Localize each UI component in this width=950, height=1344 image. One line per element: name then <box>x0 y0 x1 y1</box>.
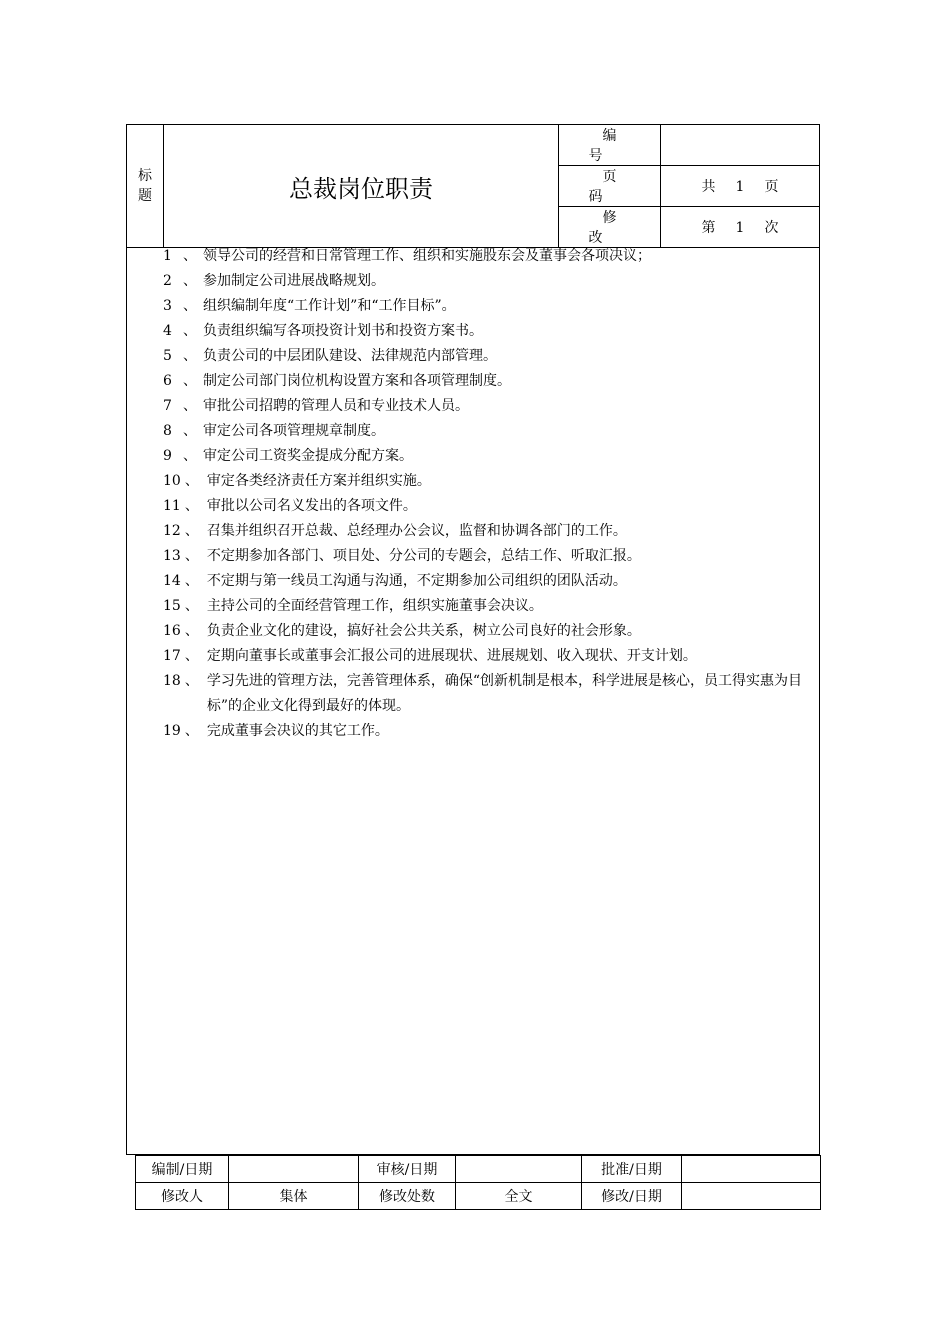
modification-count-label: 修改处数 <box>359 1183 456 1210</box>
duty-number: 3 <box>163 298 172 314</box>
revision-value-prefix: 第 <box>701 220 716 236</box>
duty-text: 组织编制年度“工作计划”和“工作目标”。 <box>203 298 456 314</box>
duty-number: 1 <box>163 248 172 264</box>
duty-text: 参加制定公司进展战略规划。 <box>203 273 385 289</box>
doc-number-value <box>661 125 820 166</box>
duty-item <box>163 394 813 419</box>
duty-text: 定期向董事长或董事会汇报公司的进展现状、进展规划、收入现状、开支计划。 <box>206 648 697 664</box>
footer-row-approval <box>136 1156 821 1183</box>
duty-item <box>163 569 813 594</box>
title-label-line1: 标 <box>138 168 152 184</box>
duty-separator: 、 <box>184 548 199 564</box>
duty-number: 10 <box>163 473 181 489</box>
duty-separator: 、 <box>184 473 199 489</box>
revision-value-number: 1 <box>735 220 745 236</box>
duty-separator: 、 <box>183 423 197 439</box>
duty-item <box>163 469 813 494</box>
modifier-label: 修改人 <box>136 1183 229 1210</box>
duty-number: 11 <box>163 498 181 514</box>
duty-number: 8 <box>163 423 172 439</box>
duty-text: 审定公司各项管理规章制度。 <box>203 423 385 439</box>
duty-text: 制定公司部门岗位机构设置方案和各项管理制度。 <box>203 373 511 389</box>
title-label-cell <box>127 125 164 248</box>
duty-separator: 、 <box>184 598 199 614</box>
page-label: 页码 <box>559 166 661 207</box>
duty-text: 不定期参加各部门、项目处、分公司的专题会，总结工作、听取汇报。 <box>206 548 641 564</box>
duty-text: 负责公司的中层团队建设、法律规范内部管理。 <box>203 348 497 364</box>
page-value-number: 1 <box>735 179 745 195</box>
revision-label: 修改 <box>559 207 661 248</box>
prepared-date-label: 编制/日期 <box>136 1156 229 1183</box>
page-value <box>661 166 820 207</box>
duty-separator: 、 <box>183 323 197 339</box>
duty-number: 16 <box>163 623 181 639</box>
duty-item <box>163 444 813 469</box>
duty-item <box>163 719 813 744</box>
duty-number: 4 <box>163 323 172 339</box>
title-label-line2: 题 <box>138 188 152 204</box>
duty-item <box>163 644 813 669</box>
duty-number: 12 <box>163 523 181 539</box>
duty-item <box>163 344 813 369</box>
duty-text: 审定公司工资奖金提成分配方案。 <box>203 448 413 464</box>
duty-item <box>163 544 813 569</box>
duty-text: 审定各类经济责任方案并组织实施。 <box>206 473 431 489</box>
duty-separator: 、 <box>183 448 197 464</box>
duty-number: 13 <box>163 548 181 564</box>
duty-number: 18 <box>163 673 181 689</box>
approved-date-label: 批准/日期 <box>582 1156 682 1183</box>
duty-separator: 、 <box>183 248 197 264</box>
duty-item <box>163 519 813 544</box>
document-header-table <box>126 124 820 248</box>
duty-text: 领导公司的经营和日常管理工作、组织和实施股东会及董事会各项决议； <box>203 248 651 264</box>
duty-text: 负责企业文化的建设，搞好社会公共关系，树立公司良好的社会形象。 <box>206 623 641 639</box>
duty-separator: 、 <box>184 498 199 514</box>
duty-separator: 、 <box>184 723 199 739</box>
duty-text: 审批公司招聘的管理人员和专业技术人员。 <box>203 398 469 414</box>
duty-separator: 、 <box>184 673 199 689</box>
duty-separator: 、 <box>184 648 199 664</box>
duty-text: 不定期与第一线员工沟通与沟通，不定期参加公司组织的团队活动。 <box>206 573 627 589</box>
duty-item <box>163 419 813 444</box>
duty-number: 7 <box>163 398 172 414</box>
prepared-date-value <box>229 1156 359 1183</box>
duty-separator: 、 <box>183 298 197 314</box>
modification-date-label: 修改/日期 <box>582 1183 682 1210</box>
duty-item <box>163 594 813 619</box>
duty-separator: 、 <box>184 523 199 539</box>
duty-item <box>163 669 813 719</box>
duty-separator: 、 <box>183 348 197 364</box>
revision-value-suffix: 次 <box>764 220 779 236</box>
duty-item <box>163 244 813 269</box>
duty-text: 负责组织编写各项投资计划书和投资方案书。 <box>203 323 483 339</box>
duty-number: 15 <box>163 598 181 614</box>
duty-item <box>163 319 813 344</box>
duty-text: 学习先进的管理方法，完善管理体系，确保“创新机制是根本，科学进展是核心，员工得实惠为目标”的企业文化得到最好的体现。 <box>206 673 802 714</box>
duty-text: 主持公司的全面经营管理工作，组织实施董事会决议。 <box>206 598 543 614</box>
duty-text: 审批以公司名义发出的各项文件。 <box>206 498 417 514</box>
duty-separator: 、 <box>184 623 199 639</box>
duty-separator: 、 <box>184 573 199 589</box>
duty-number: 17 <box>163 648 181 664</box>
approved-date-value <box>682 1156 821 1183</box>
duty-item <box>163 369 813 394</box>
duty-number: 2 <box>163 273 172 289</box>
duty-text: 召集并组织召开总裁、总经理办公会议，监督和协调各部门的工作。 <box>206 523 627 539</box>
duty-number: 19 <box>163 723 181 739</box>
duty-separator: 、 <box>183 273 197 289</box>
modification-count-value: 全文 <box>456 1183 582 1210</box>
approval-footer-table <box>135 1155 821 1210</box>
modifier-value: 集体 <box>229 1183 359 1210</box>
duty-number: 6 <box>163 373 172 389</box>
page-value-suffix: 页 <box>764 179 779 195</box>
duties-content-box <box>126 239 820 1155</box>
duty-text: 完成董事会决议的其它工作。 <box>206 723 389 739</box>
modification-date-value <box>682 1183 821 1210</box>
duty-item <box>163 619 813 644</box>
duty-list <box>163 244 813 744</box>
doc-number-label: 编号 <box>559 125 661 166</box>
duty-item <box>163 494 813 519</box>
footer-row-revision <box>136 1183 821 1210</box>
duty-number: 9 <box>163 448 172 464</box>
duty-number: 5 <box>163 348 172 364</box>
reviewed-date-value <box>456 1156 582 1183</box>
duty-item <box>163 294 813 319</box>
duty-separator: 、 <box>183 398 197 414</box>
duty-item <box>163 269 813 294</box>
page-value-prefix: 共 <box>701 179 716 195</box>
duty-number: 14 <box>163 573 181 589</box>
reviewed-date-label: 审核/日期 <box>359 1156 456 1183</box>
document-title: 总裁岗位职责 <box>164 125 559 248</box>
duty-separator: 、 <box>183 373 197 389</box>
